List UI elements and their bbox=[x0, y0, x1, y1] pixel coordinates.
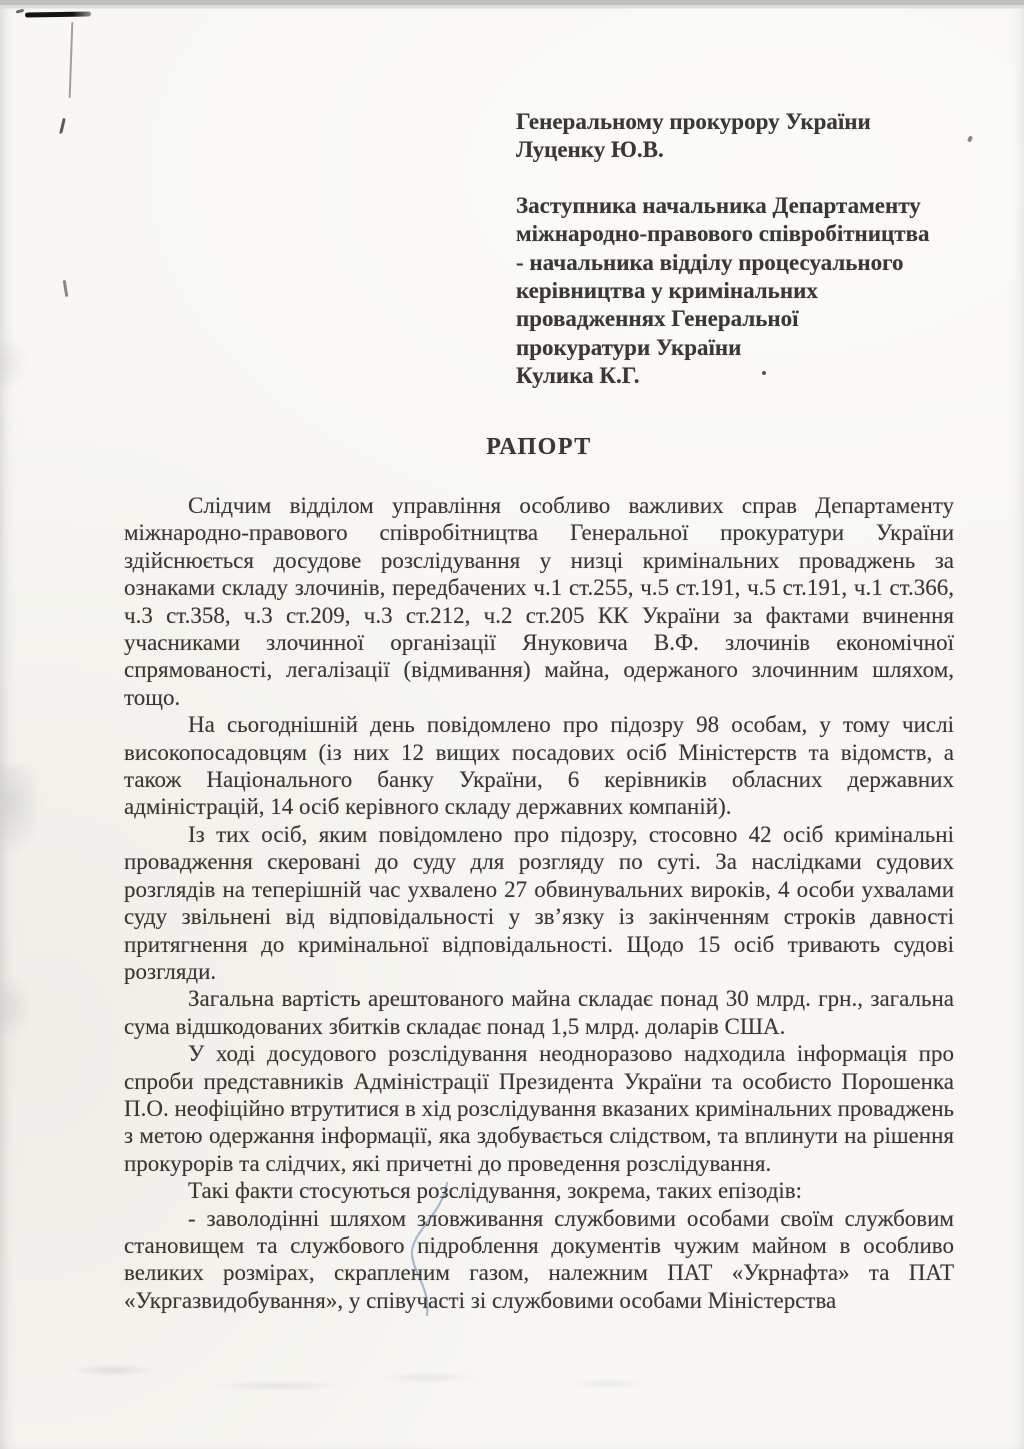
body-paragraph-interference: У ході досудового розслідування неодноразово надходила інформація про спроби представників Адміністрації Президента України та особисто Порошенка П.О. неофіційно втрутитися в хід розслідування вказаних кримінальних проваджень з метою одержання інформації, яка здобувається слідством, та вплинути на рішення прокурорів та слідчих, які причетні до проведення розслідування. bbox=[124, 1041, 954, 1176]
author-line: міжнародно-правового співробітництва bbox=[516, 221, 930, 247]
left-margin-smudge bbox=[0, 975, 32, 1040]
body-paragraph-seized-assets: Загальна вартість арештованого майна складає понад 30 млрд. грн., загальна сума відшкодованих збитків складає понад 1,5 млрд. доларів США. bbox=[124, 986, 954, 1039]
author-line: Заступника начальника Департаменту bbox=[516, 192, 921, 218]
scan-mark-speck bbox=[967, 135, 973, 142]
scan-mark-hook-lower bbox=[63, 280, 69, 297]
left-margin-smudge bbox=[0, 765, 42, 860]
scanner-edge-band bbox=[0, 0, 1024, 9]
body-paragraph-investigation-overview: Слідчим відділом управління особливо важливих справ Департаменту міжнародно-правового співробітництва Генеральної прокуратури України здійснюється досудове розслідування у низці кримінальних проваджень за ознаками складу злочинів, передбачених ч.1 ст.255, ч.5 ст.191, ч.5 ст.191, ч.1 ст.366, ч.3 ст.358, ч.3 ст.209, ч.3 ст.212, ч.2 ст.205 КК України за фактами вчинення учасниками злочинної організації Януковича В.Ф. злочинів економічної спрямованості, легалізації (відмивання) майна, одержаного злочинним шляхом, тощо. bbox=[124, 493, 954, 710]
author-line: прокуратури України bbox=[516, 334, 742, 360]
body-paragraph-court-results: Із тих осіб, яким повідомлено про підозру, стосовно 42 осіб кримінальні провадження скеровані до суду для розгляду по суті. За наслідками судових розглядів на теперішній час ухвалено 27 обвинувальних вироків, 4 особи ухвалами суду звільнені від відповідальності у зв’язку із закінченням строків давності притягнення до кримінальної відповідальності. Щодо 15 осіб тривають судові розгляди. bbox=[124, 821, 954, 984]
author-line: Кулика К.Г. bbox=[516, 363, 640, 389]
report-body bbox=[124, 492, 954, 1314]
report-title: РАПОРТ bbox=[486, 434, 592, 460]
author-line: провадженнях Генеральної bbox=[516, 306, 799, 332]
addressee-line: Луценку Ю.В. bbox=[516, 137, 664, 163]
left-margin-smudge bbox=[0, 335, 28, 390]
author-line: керівництва у кримінальних bbox=[516, 278, 818, 304]
scan-mark-hook-upper bbox=[59, 118, 66, 134]
author-block bbox=[516, 192, 930, 391]
scan-mark-streak bbox=[25, 11, 91, 17]
body-paragraph-suspects-count: На сьогоднішній день повідомлено про підозру 98 особам, у тому числі високопосадовцям (із них 12 вищих посадових осіб Міністерств та відомств, а також Національного банку України, 6 керівників обласних державних адміністрацій, 14 осіб керівного складу державних компаній). bbox=[124, 712, 954, 820]
bleedthrough-noise bbox=[8, 1356, 758, 1404]
body-paragraph-episode-gas: - заволодінні шляхом зловживання службовими особами своїм службовим становищем та службового підроблення документів чужим майном в особливо великих розмірах, скрапленим газом, належним ПАТ «Укрнафта» та ПАТ «Укргазвидобування», у співучасті зі службовими особами Міністерства bbox=[124, 1205, 954, 1313]
recipient-block bbox=[516, 108, 930, 391]
addressee-line: Генеральному прокурору України bbox=[516, 109, 871, 134]
scan-mark-vertical-line bbox=[69, 22, 74, 98]
addressee-block bbox=[516, 108, 930, 165]
body-paragraph-episodes-intro: Такі факти стосуються розслідування, зокрема, таких епізодів: bbox=[188, 1178, 803, 1204]
author-line: - начальника відділу процесуального bbox=[516, 249, 904, 275]
